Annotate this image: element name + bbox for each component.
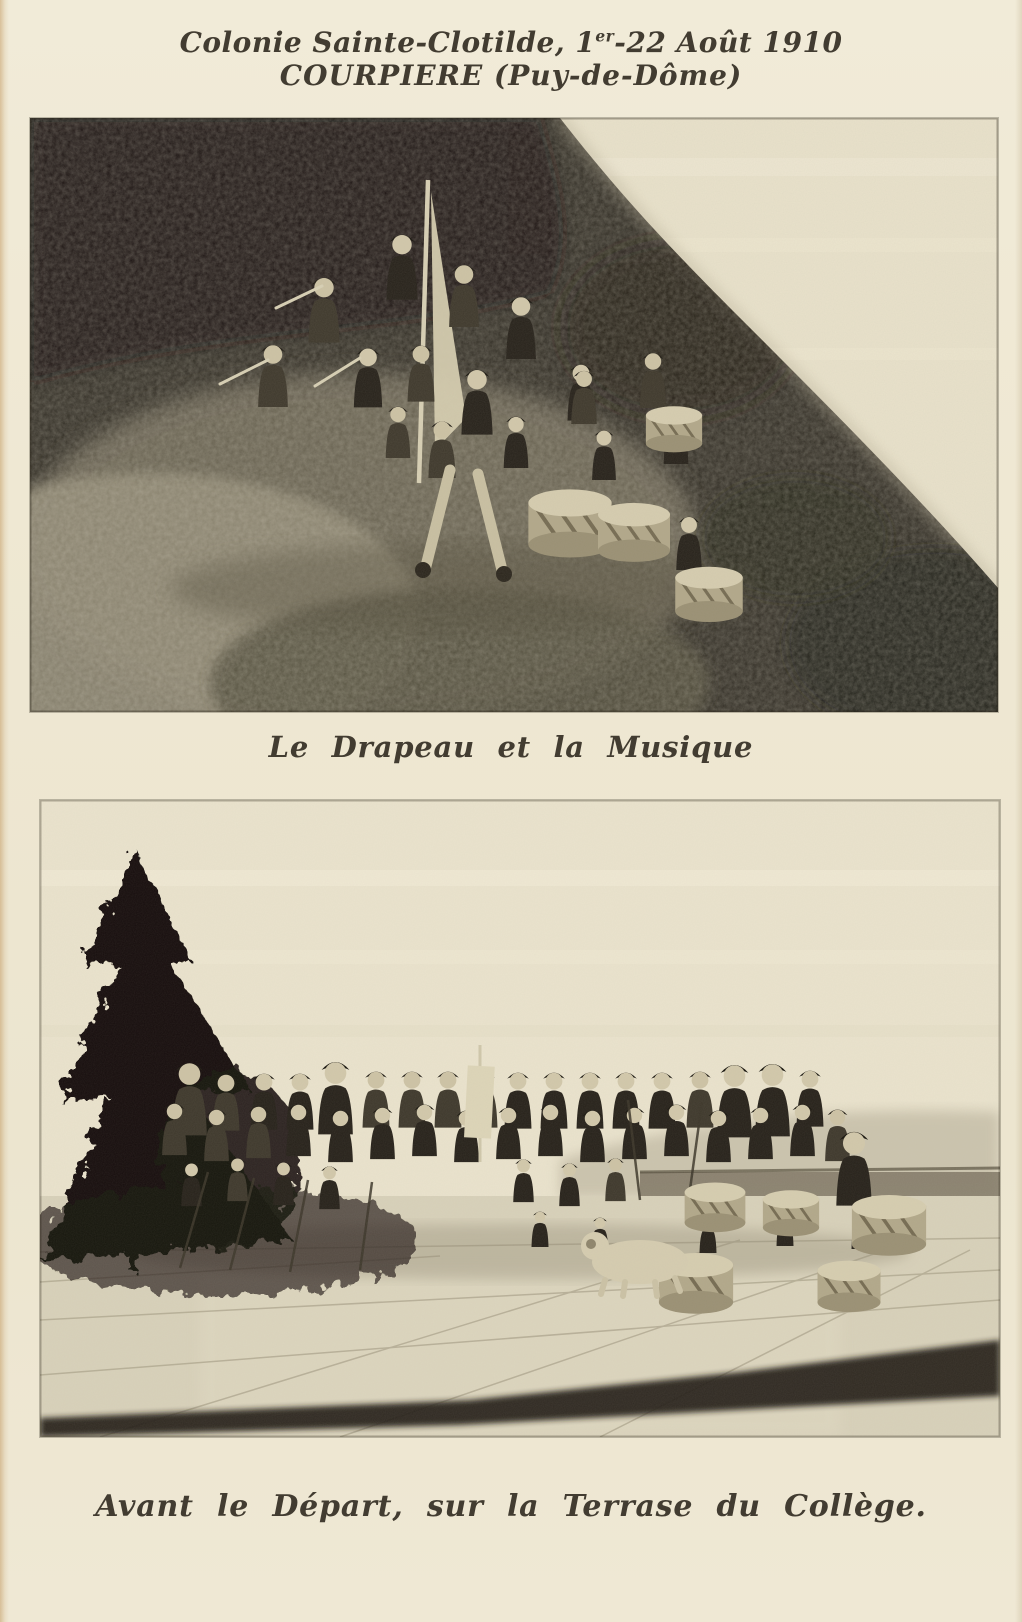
photo2-caption: Avant le Départ, sur la Terrase du Collège. [95,1489,927,1524]
postcard-header [0,26,1022,92]
photo1-canvas [30,118,998,712]
photo2-canvas [40,800,1000,1437]
photo2-grain [40,800,1000,1437]
postcard-title [0,26,1022,59]
photo-terrace-group [40,800,1000,1437]
photo1-grain [30,118,998,712]
postcard-subtitle: COURPIERE (Puy-de-Dôme) [279,59,743,93]
title-text-post: -22 Août 1910 [614,26,843,59]
title-superscript: er [595,27,615,46]
photo1-caption: Le Drapeau et la Musique [268,730,754,764]
title-text-pre: Colonie Sainte-Clotilde, 1 [179,26,596,59]
photo-hillside-band [30,118,998,712]
